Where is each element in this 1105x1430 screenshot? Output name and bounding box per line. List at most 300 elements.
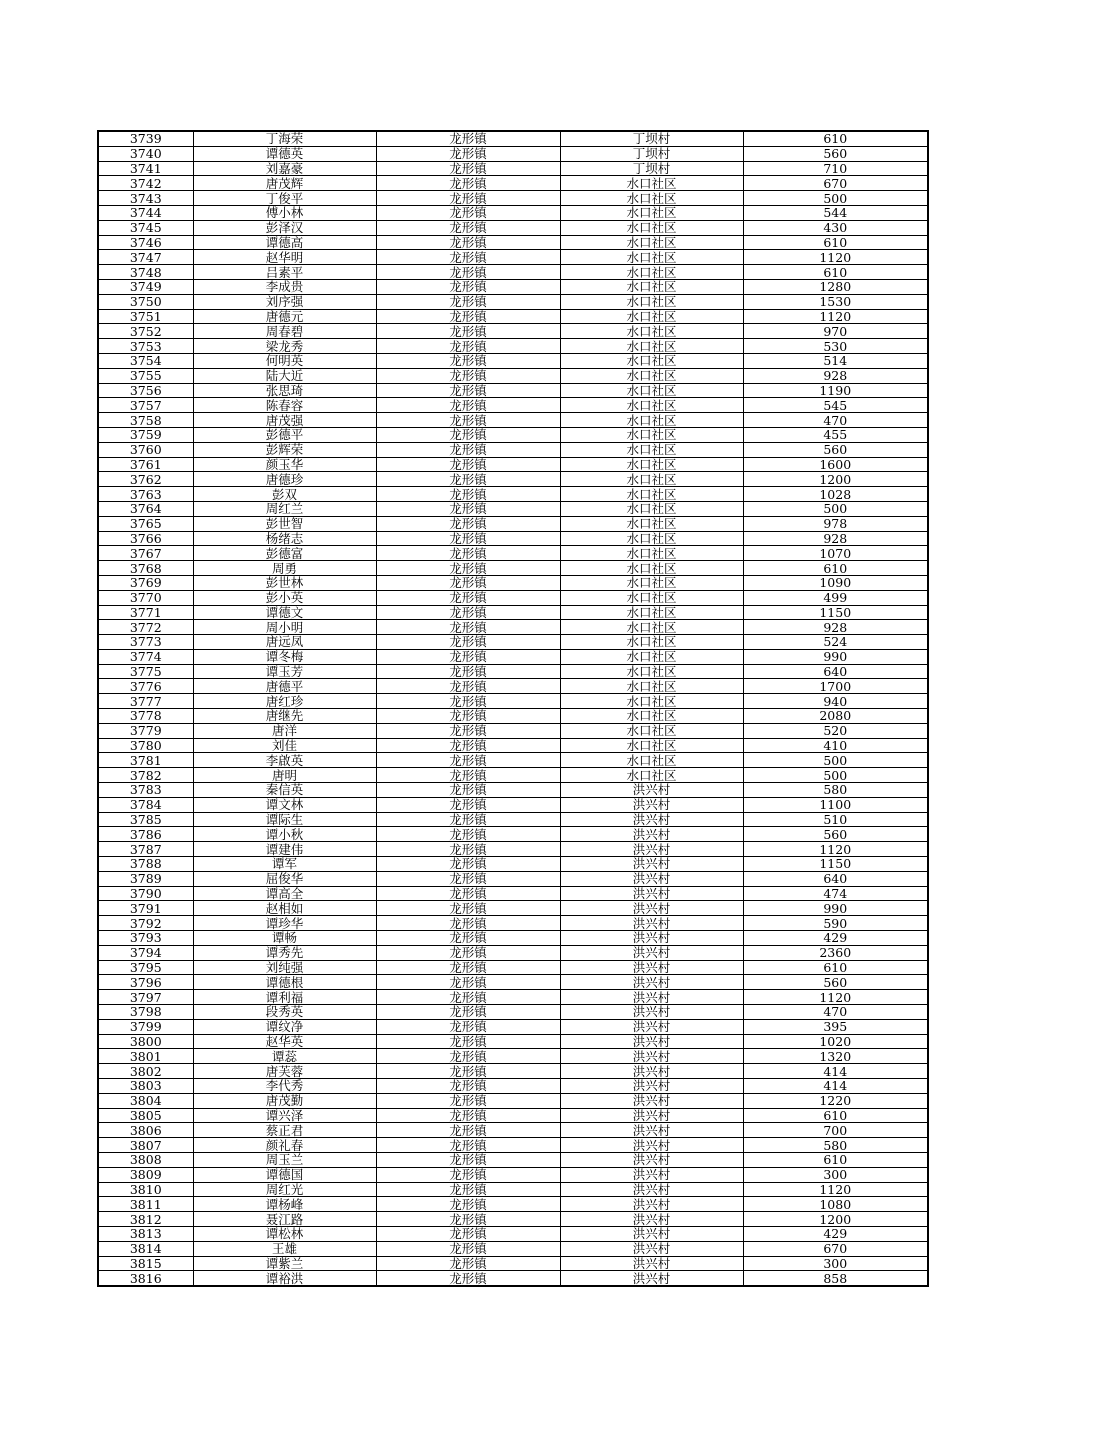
amount-cell: 610 [743, 960, 928, 975]
table-row [98, 738, 928, 753]
village-cell: 水口社区 [560, 694, 743, 709]
town-cell: 龙形镇 [376, 1138, 560, 1153]
row-number-cell: 3801 [98, 1049, 193, 1064]
amount-cell: 455 [743, 427, 928, 442]
table-row [98, 1212, 928, 1227]
table-row [98, 294, 928, 309]
row-number-cell: 3753 [98, 339, 193, 354]
village-cell: 水口社区 [560, 649, 743, 664]
amount-cell: 640 [743, 664, 928, 679]
amount-cell: 928 [743, 620, 928, 635]
town-cell: 龙形镇 [376, 1005, 560, 1020]
name-cell: 颜玉华 [193, 457, 376, 472]
town-cell: 龙形镇 [376, 797, 560, 812]
table-row [98, 1271, 928, 1286]
table-row [98, 457, 928, 472]
amount-cell: 1120 [743, 250, 928, 265]
row-number-cell: 3786 [98, 827, 193, 842]
town-cell: 龙形镇 [376, 1167, 560, 1182]
amount-cell: 1220 [743, 1093, 928, 1108]
row-number-cell: 3784 [98, 797, 193, 812]
town-cell: 龙形镇 [376, 1049, 560, 1064]
table-row [98, 1049, 928, 1064]
name-cell: 谭冬梅 [193, 649, 376, 664]
village-cell: 洪兴村 [560, 1271, 743, 1286]
name-cell: 李代秀 [193, 1079, 376, 1094]
village-cell: 洪兴村 [560, 1256, 743, 1271]
table-row [98, 398, 928, 413]
row-number-cell: 3812 [98, 1212, 193, 1227]
amount-cell: 544 [743, 205, 928, 220]
town-cell: 龙形镇 [376, 339, 560, 354]
amount-cell: 470 [743, 1005, 928, 1020]
town-cell: 龙形镇 [376, 945, 560, 960]
amount-cell: 1120 [743, 309, 928, 324]
village-cell: 水口社区 [560, 605, 743, 620]
amount-cell: 1200 [743, 472, 928, 487]
amount-cell: 610 [743, 1108, 928, 1123]
town-cell: 龙形镇 [376, 575, 560, 590]
name-cell: 丁俊平 [193, 191, 376, 206]
row-number-cell: 3752 [98, 324, 193, 339]
table-row [98, 442, 928, 457]
row-number-cell: 3770 [98, 590, 193, 605]
town-cell: 龙形镇 [376, 383, 560, 398]
town-cell: 龙形镇 [376, 649, 560, 664]
row-number-cell: 3757 [98, 398, 193, 413]
table-row [98, 413, 928, 428]
amount-cell: 1190 [743, 383, 928, 398]
row-number-cell: 3743 [98, 191, 193, 206]
row-number-cell: 3742 [98, 176, 193, 191]
amount-cell: 1120 [743, 1182, 928, 1197]
village-cell: 洪兴村 [560, 783, 743, 798]
name-cell: 唐芙蓉 [193, 1064, 376, 1079]
town-cell: 龙形镇 [376, 1182, 560, 1197]
town-cell: 龙形镇 [376, 1093, 560, 1108]
village-cell: 水口社区 [560, 220, 743, 235]
row-number-cell: 3809 [98, 1167, 193, 1182]
name-cell: 谭德英 [193, 146, 376, 161]
town-cell: 龙形镇 [376, 738, 560, 753]
amount-cell: 970 [743, 324, 928, 339]
village-cell: 水口社区 [560, 279, 743, 294]
table-row [98, 427, 928, 442]
table-row [98, 161, 928, 176]
amount-cell: 590 [743, 916, 928, 931]
name-cell: 唐明 [193, 768, 376, 783]
amount-cell: 1280 [743, 279, 928, 294]
town-cell: 龙形镇 [376, 842, 560, 857]
amount-cell: 499 [743, 590, 928, 605]
table-row [98, 546, 928, 561]
name-cell: 谭纹净 [193, 1019, 376, 1034]
table-row [98, 871, 928, 886]
amount-cell: 858 [743, 1271, 928, 1286]
row-number-cell: 3747 [98, 250, 193, 265]
table-row [98, 1019, 928, 1034]
table-row [98, 931, 928, 946]
row-number-cell: 3762 [98, 472, 193, 487]
village-cell: 洪兴村 [560, 1019, 743, 1034]
town-cell: 龙形镇 [376, 427, 560, 442]
row-number-cell: 3815 [98, 1256, 193, 1271]
table-row [98, 901, 928, 916]
amount-cell: 500 [743, 768, 928, 783]
amount-cell: 429 [743, 931, 928, 946]
table-row [98, 531, 928, 546]
row-number-cell: 3764 [98, 501, 193, 516]
table-row [98, 753, 928, 768]
town-cell: 龙形镇 [376, 590, 560, 605]
row-number-cell: 3796 [98, 975, 193, 990]
row-number-cell: 3782 [98, 768, 193, 783]
row-number-cell: 3759 [98, 427, 193, 442]
name-cell: 张思琦 [193, 383, 376, 398]
name-cell: 谭兴泽 [193, 1108, 376, 1123]
town-cell: 龙形镇 [376, 487, 560, 502]
amount-cell: 560 [743, 146, 928, 161]
town-cell: 龙形镇 [376, 368, 560, 383]
town-cell: 龙形镇 [376, 220, 560, 235]
amount-cell: 580 [743, 783, 928, 798]
row-number-cell: 3800 [98, 1034, 193, 1049]
table-row [98, 886, 928, 901]
table-row [98, 1167, 928, 1182]
town-cell: 龙形镇 [376, 309, 560, 324]
name-cell: 周勇 [193, 561, 376, 576]
village-cell: 洪兴村 [560, 1049, 743, 1064]
name-cell: 彭辉荣 [193, 442, 376, 457]
row-number-cell: 3790 [98, 886, 193, 901]
amount-cell: 940 [743, 694, 928, 709]
row-number-cell: 3793 [98, 931, 193, 946]
village-cell: 洪兴村 [560, 975, 743, 990]
amount-cell: 928 [743, 531, 928, 546]
village-cell: 洪兴村 [560, 1079, 743, 1094]
row-number-cell: 3761 [98, 457, 193, 472]
amount-cell: 1120 [743, 842, 928, 857]
amount-cell: 524 [743, 635, 928, 650]
name-cell: 秦信英 [193, 783, 376, 798]
name-cell: 何明英 [193, 353, 376, 368]
village-cell: 水口社区 [560, 575, 743, 590]
village-cell: 洪兴村 [560, 901, 743, 916]
table-row [98, 1256, 928, 1271]
name-cell: 李啟英 [193, 753, 376, 768]
table-row [98, 501, 928, 516]
amount-cell: 1530 [743, 294, 928, 309]
amount-cell: 1320 [743, 1049, 928, 1064]
amount-cell: 560 [743, 827, 928, 842]
name-cell: 谭德高 [193, 235, 376, 250]
village-cell: 洪兴村 [560, 1167, 743, 1182]
town-cell: 龙形镇 [376, 353, 560, 368]
amount-cell: 990 [743, 649, 928, 664]
row-number-cell: 3785 [98, 812, 193, 827]
row-number-cell: 3758 [98, 413, 193, 428]
town-cell: 龙形镇 [376, 1241, 560, 1256]
village-cell: 水口社区 [560, 635, 743, 650]
town-cell: 龙形镇 [376, 960, 560, 975]
row-number-cell: 3789 [98, 871, 193, 886]
amount-cell: 395 [743, 1019, 928, 1034]
row-number-cell: 3756 [98, 383, 193, 398]
town-cell: 龙形镇 [376, 457, 560, 472]
village-cell: 水口社区 [560, 427, 743, 442]
row-number-cell: 3779 [98, 723, 193, 738]
name-cell: 赵相如 [193, 901, 376, 916]
village-cell: 水口社区 [560, 294, 743, 309]
row-number-cell: 3765 [98, 516, 193, 531]
table-row [98, 649, 928, 664]
amount-cell: 530 [743, 339, 928, 354]
amount-cell: 429 [743, 1226, 928, 1241]
row-number-cell: 3816 [98, 1271, 193, 1286]
village-cell: 洪兴村 [560, 886, 743, 901]
amount-cell: 545 [743, 398, 928, 413]
table-row [98, 1182, 928, 1197]
row-number-cell: 3769 [98, 575, 193, 590]
row-number-cell: 3777 [98, 694, 193, 709]
town-cell: 龙形镇 [376, 1226, 560, 1241]
row-number-cell: 3750 [98, 294, 193, 309]
table-row [98, 990, 928, 1005]
village-cell: 水口社区 [560, 457, 743, 472]
town-cell: 龙形镇 [376, 250, 560, 265]
table-row [98, 516, 928, 531]
row-number-cell: 3802 [98, 1064, 193, 1079]
village-cell: 水口社区 [560, 413, 743, 428]
village-cell: 洪兴村 [560, 871, 743, 886]
row-number-cell: 3748 [98, 265, 193, 280]
name-cell: 彭小英 [193, 590, 376, 605]
table-row [98, 368, 928, 383]
village-cell: 洪兴村 [560, 1152, 743, 1167]
amount-cell: 990 [743, 901, 928, 916]
amount-cell: 2080 [743, 709, 928, 724]
amount-cell: 500 [743, 753, 928, 768]
row-number-cell: 3772 [98, 620, 193, 635]
amount-cell: 640 [743, 871, 928, 886]
table-row [98, 768, 928, 783]
row-number-cell: 3811 [98, 1197, 193, 1212]
town-cell: 龙形镇 [376, 413, 560, 428]
name-cell: 吕素平 [193, 265, 376, 280]
name-cell: 彭双 [193, 487, 376, 502]
town-cell: 龙形镇 [376, 827, 560, 842]
table-row [98, 146, 928, 161]
name-cell: 梁龙秀 [193, 339, 376, 354]
table-row [98, 945, 928, 960]
town-cell: 龙形镇 [376, 279, 560, 294]
name-cell: 刘嘉豪 [193, 161, 376, 176]
table-row [98, 575, 928, 590]
village-cell: 水口社区 [560, 339, 743, 354]
town-cell: 龙形镇 [376, 324, 560, 339]
village-cell: 洪兴村 [560, 1182, 743, 1197]
amount-cell: 978 [743, 516, 928, 531]
amount-cell: 414 [743, 1064, 928, 1079]
name-cell: 陆大近 [193, 368, 376, 383]
village-cell: 洪兴村 [560, 1005, 743, 1020]
village-cell: 水口社区 [560, 768, 743, 783]
town-cell: 龙形镇 [376, 871, 560, 886]
table-body [98, 131, 928, 1286]
village-cell: 水口社区 [560, 620, 743, 635]
table-row [98, 1226, 928, 1241]
name-cell: 谭裕洪 [193, 1271, 376, 1286]
town-cell: 龙形镇 [376, 531, 560, 546]
table-row [98, 605, 928, 620]
amount-cell: 470 [743, 413, 928, 428]
row-number-cell: 3741 [98, 161, 193, 176]
amount-cell: 1020 [743, 1034, 928, 1049]
village-cell: 水口社区 [560, 679, 743, 694]
table-row [98, 709, 928, 724]
village-cell: 洪兴村 [560, 916, 743, 931]
name-cell: 周小明 [193, 620, 376, 635]
table-row [98, 723, 928, 738]
village-cell: 水口社区 [560, 561, 743, 576]
table-row [98, 309, 928, 324]
name-cell: 谭德根 [193, 975, 376, 990]
town-cell: 龙形镇 [376, 1271, 560, 1286]
village-cell: 水口社区 [560, 383, 743, 398]
town-cell: 龙形镇 [376, 561, 560, 576]
town-cell: 龙形镇 [376, 886, 560, 901]
amount-cell: 670 [743, 176, 928, 191]
name-cell: 唐茂强 [193, 413, 376, 428]
village-cell: 水口社区 [560, 664, 743, 679]
name-cell: 屈俊华 [193, 871, 376, 886]
village-cell: 水口社区 [560, 309, 743, 324]
town-cell: 龙形镇 [376, 694, 560, 709]
village-cell: 洪兴村 [560, 945, 743, 960]
name-cell: 谭建伟 [193, 842, 376, 857]
village-cell: 水口社区 [560, 398, 743, 413]
village-cell: 水口社区 [560, 235, 743, 250]
table-row [98, 1152, 928, 1167]
name-cell: 傅小林 [193, 205, 376, 220]
town-cell: 龙形镇 [376, 1108, 560, 1123]
town-cell: 龙形镇 [376, 916, 560, 931]
amount-cell: 500 [743, 501, 928, 516]
village-cell: 洪兴村 [560, 1138, 743, 1153]
table-row [98, 857, 928, 872]
amount-cell: 1070 [743, 546, 928, 561]
table-row [98, 561, 928, 576]
village-cell: 水口社区 [560, 205, 743, 220]
village-cell: 丁坝村 [560, 131, 743, 146]
row-number-cell: 3795 [98, 960, 193, 975]
village-cell: 洪兴村 [560, 1123, 743, 1138]
town-cell: 龙形镇 [376, 1197, 560, 1212]
amount-cell: 414 [743, 1079, 928, 1094]
table-row [98, 383, 928, 398]
table-row [98, 487, 928, 502]
amount-cell: 410 [743, 738, 928, 753]
row-number-cell: 3783 [98, 783, 193, 798]
village-cell: 洪兴村 [560, 1241, 743, 1256]
name-cell: 段秀英 [193, 1005, 376, 1020]
name-cell: 彭德平 [193, 427, 376, 442]
table-row [98, 916, 928, 931]
table-row [98, 1079, 928, 1094]
row-number-cell: 3745 [98, 220, 193, 235]
table-row [98, 205, 928, 220]
row-number-cell: 3755 [98, 368, 193, 383]
town-cell: 龙形镇 [376, 191, 560, 206]
name-cell: 谭利福 [193, 990, 376, 1005]
row-number-cell: 3768 [98, 561, 193, 576]
town-cell: 龙形镇 [376, 975, 560, 990]
town-cell: 龙形镇 [376, 294, 560, 309]
town-cell: 龙形镇 [376, 546, 560, 561]
amount-cell: 1120 [743, 990, 928, 1005]
village-cell: 水口社区 [560, 546, 743, 561]
town-cell: 龙形镇 [376, 679, 560, 694]
village-cell: 水口社区 [560, 487, 743, 502]
name-cell: 王雄 [193, 1241, 376, 1256]
town-cell: 龙形镇 [376, 753, 560, 768]
town-cell: 龙形镇 [376, 1123, 560, 1138]
name-cell: 彭德富 [193, 546, 376, 561]
name-cell: 谭杨峰 [193, 1197, 376, 1212]
amount-cell: 610 [743, 561, 928, 576]
table-row [98, 1064, 928, 1079]
table-row [98, 842, 928, 857]
village-cell: 洪兴村 [560, 842, 743, 857]
village-cell: 丁坝村 [560, 146, 743, 161]
town-cell: 龙形镇 [376, 709, 560, 724]
name-cell: 杨绪志 [193, 531, 376, 546]
town-cell: 龙形镇 [376, 620, 560, 635]
amount-cell: 300 [743, 1167, 928, 1182]
town-cell: 龙形镇 [376, 664, 560, 679]
village-cell: 水口社区 [560, 442, 743, 457]
table-row [98, 635, 928, 650]
town-cell: 龙形镇 [376, 931, 560, 946]
table-row [98, 960, 928, 975]
amount-cell: 1150 [743, 857, 928, 872]
village-cell: 水口社区 [560, 738, 743, 753]
village-cell: 洪兴村 [560, 1093, 743, 1108]
town-cell: 龙形镇 [376, 1212, 560, 1227]
village-cell: 水口社区 [560, 723, 743, 738]
village-cell: 水口社区 [560, 191, 743, 206]
row-number-cell: 3754 [98, 353, 193, 368]
name-cell: 赵华英 [193, 1034, 376, 1049]
table-row [98, 176, 928, 191]
row-number-cell: 3749 [98, 279, 193, 294]
village-cell: 洪兴村 [560, 1064, 743, 1079]
row-number-cell: 3771 [98, 605, 193, 620]
town-cell: 龙形镇 [376, 1019, 560, 1034]
row-number-cell: 3763 [98, 487, 193, 502]
name-cell: 唐继先 [193, 709, 376, 724]
town-cell: 龙形镇 [376, 1064, 560, 1079]
name-cell: 周春碧 [193, 324, 376, 339]
town-cell: 龙形镇 [376, 472, 560, 487]
village-cell: 洪兴村 [560, 797, 743, 812]
amount-cell: 500 [743, 191, 928, 206]
amount-cell: 700 [743, 1123, 928, 1138]
town-cell: 龙形镇 [376, 205, 560, 220]
amount-cell: 1090 [743, 575, 928, 590]
name-cell: 谭德文 [193, 605, 376, 620]
row-number-cell: 3739 [98, 131, 193, 146]
